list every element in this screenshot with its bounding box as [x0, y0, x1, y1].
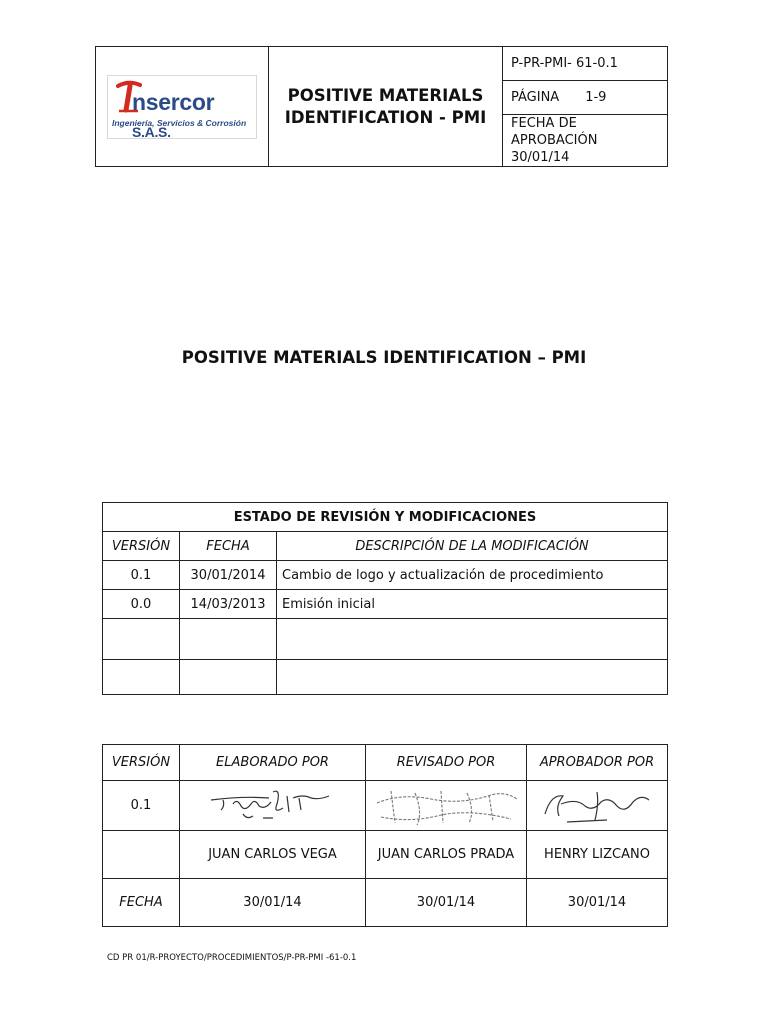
document-title: POSITIVE MATERIALS IDENTIFICATION - PMI [269, 47, 503, 167]
signature-revisado [366, 781, 527, 831]
col-header-revisado: REVISADO POR [366, 745, 527, 781]
col-header-date: FECHA [180, 532, 277, 561]
row-date: 30/01/2014 [180, 561, 277, 590]
signature-aprobador [527, 781, 668, 831]
row-version: 0.0 [103, 590, 180, 619]
col-header-aprobador: APROBADOR POR [527, 745, 668, 781]
name-elaborado: JUAN CARLOS VEGA [180, 831, 366, 879]
table-row [103, 590, 668, 619]
col-header-description: DESCRIPCIÓN DE LA MODIFICACIÓN [277, 532, 668, 561]
row-version: 0.1 [103, 561, 180, 590]
col-header-elaborado: ELABORADO POR [180, 745, 366, 781]
col-header-version: VERSIÓN [103, 532, 180, 561]
row-date: 14/03/2013 [180, 590, 277, 619]
empty-row [103, 660, 668, 695]
date-label: FECHA [103, 879, 180, 927]
empty-row [103, 619, 668, 660]
document-code: P-PR-PMI- 61-0.1 [503, 47, 668, 81]
col-header-version: VERSIÓN [103, 745, 180, 781]
main-title: POSITIVE MATERIALS IDENTIFICATION – PMI [181, 348, 587, 367]
name-aprobador: HENRY LIZCANO [527, 831, 668, 879]
logo-tagline: Ingeniería, Servicios & Corrosión [112, 117, 247, 128]
company-logo [107, 75, 257, 139]
logo-cell [96, 47, 269, 167]
footer-path: CD PR 01/R-PROYECTO/PROCEDIMIENTOS/P-PR-PMI -61-0.1 [107, 953, 357, 963]
page-number: PÁGINA 1-9 [503, 81, 668, 115]
row-description: Cambio de logo y actualización de procedimiento [277, 561, 668, 590]
date-revisado: 30/01/14 [366, 879, 527, 927]
name-revisado: JUAN CARLOS PRADA [366, 831, 527, 879]
document-header [95, 46, 668, 167]
empty-cell [103, 831, 180, 879]
logo-wordmark: nsercor S.A.S. [132, 88, 215, 140]
row-description: Emisión inicial [277, 590, 668, 619]
table-row [103, 561, 668, 590]
approval-date: FECHA DE APROBACIÓN 30/01/14 [503, 115, 668, 167]
date-elaborado: 30/01/14 [180, 879, 366, 927]
signature-elaborado [180, 781, 366, 831]
approval-version: 0.1 [103, 781, 180, 831]
date-aprobador: 30/01/14 [527, 879, 668, 927]
approval-table [102, 744, 668, 927]
revision-table-title: ESTADO DE REVISIÓN Y MODIFICACIONES [103, 503, 668, 532]
revision-table [102, 502, 668, 695]
